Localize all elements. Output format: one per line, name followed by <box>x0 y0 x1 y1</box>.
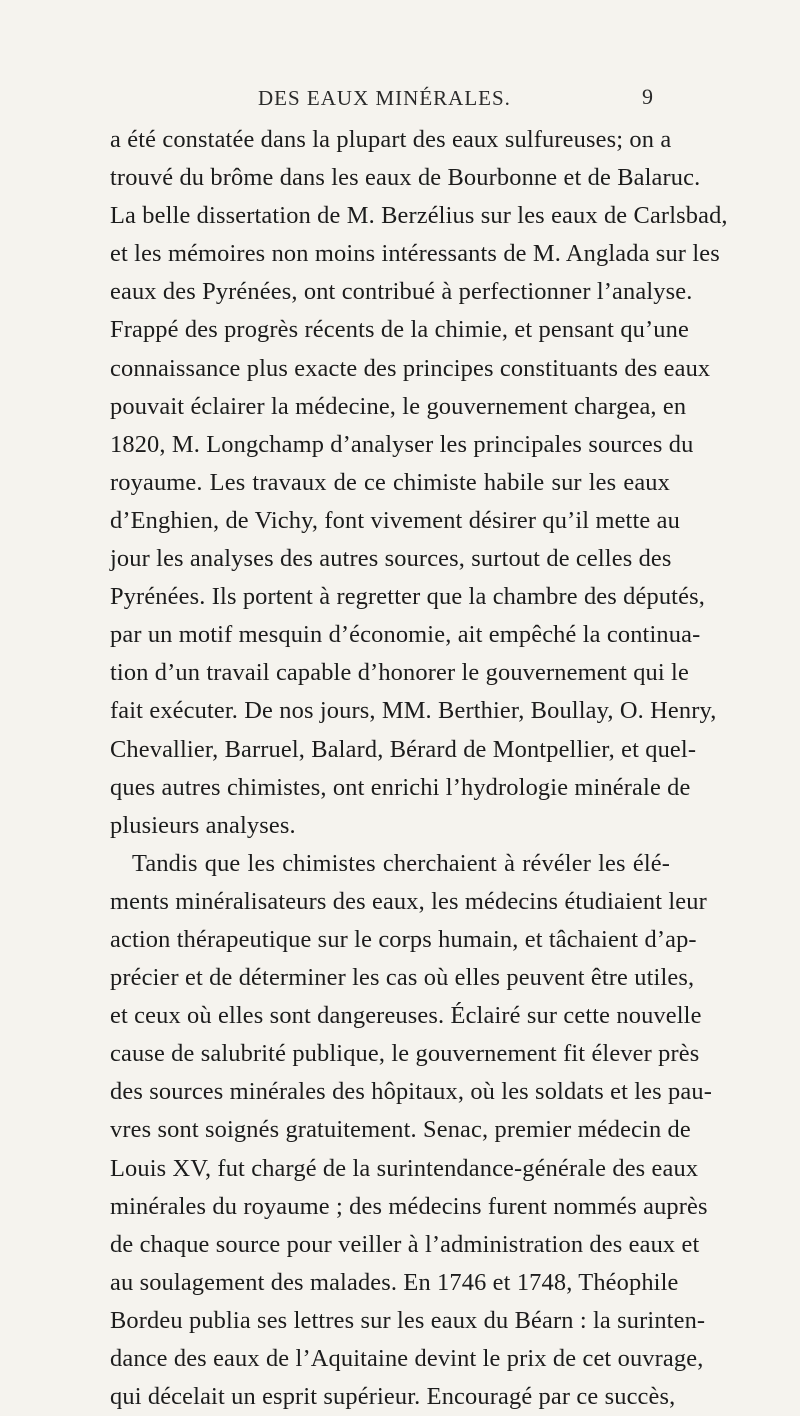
page-number: 9 <box>642 84 653 109</box>
text-line: pouvait éclairer la médecine, le gouvernement chargea, en <box>110 392 687 420</box>
text-line: dance des eaux de l’Aquitaine devint le prix de cet ouvrage, <box>110 1345 704 1372</box>
text-line-paragraph-end: plusieurs analyses. <box>110 811 296 839</box>
text-line: au soulagement des malades. En 1746 et 1748, Théophile <box>110 1268 679 1296</box>
text-line: Louis XV, fut chargé de la surintendance-générale des eaux <box>110 1154 699 1182</box>
text-line: trouvé du brôme dans les eaux de Bourbonne et de Balaruc. <box>110 164 701 192</box>
text-line: par un motif mesquin d’économie, ait empêché la continua- <box>110 621 701 649</box>
text-line: tion d’un travail capable d’honorer le gouvernement qui le <box>110 659 689 687</box>
text-line: d’Enghien, de Vichy, font vivement désirer qu’il mette au <box>110 506 680 534</box>
text-line: fait exécuter. De nos jours, MM. Berthier, Boullay, O. Henry, <box>110 697 717 725</box>
text-line: vres sont soignés gratuitement. Senac, premier médecin de <box>110 1116 691 1144</box>
text-line: et ceux où elles sont dangereuses. Éclairé sur cette nouvelle <box>110 1002 702 1030</box>
text-line: précier et de déterminer les cas où elles peuvent être utiles, <box>110 964 695 992</box>
text-line: Bordeu publia ses lettres sur les eaux du Béarn : la surinten- <box>110 1306 706 1334</box>
text-line: royaume. Les travaux de ce chimiste habile sur les eaux <box>110 468 670 496</box>
running-head: DES EAUX MINÉRALES. <box>258 86 511 110</box>
text-line: 1820, M. Longchamp d’analyser les principales sources du <box>110 430 694 458</box>
text-line: et les mémoires non moins intéressants de M. Anglada sur les <box>110 240 720 268</box>
body-text <box>110 121 728 1416</box>
text-line: ments minéralisateurs des eaux, les médecins étudiaient leur <box>110 887 707 915</box>
text-line: qui décelait un esprit supérieur. Encouragé par ce succès, <box>110 1383 676 1411</box>
text-line: Chevallier, Barruel, Balard, Bérard de Montpellier, et quel- <box>110 735 697 763</box>
text-line: de chaque source pour veiller à l’administration des eaux et <box>110 1230 700 1258</box>
text-line: Pyrénées. Ils portent à regretter que la chambre des députés, <box>110 583 705 611</box>
text-line: a été constatée dans la plupart des eaux sulfureuses; on a <box>110 126 672 153</box>
text-line: La belle dissertation de M. Berzélius sur les eaux de Carlsbad, <box>110 202 728 230</box>
text-line: connaissance plus exacte des principes constituants des eaux <box>110 354 711 382</box>
text-line-paragraph-start: Tandis que les chimistes cherchaient à révéler les élé- <box>132 849 670 877</box>
text-line: jour les analyses des autres sources, surtout de celles des <box>110 545 672 573</box>
text-line: eaux des Pyrénées, ont contribué à perfectionner l’analyse. <box>110 278 693 306</box>
text-line: ques autres chimistes, ont enrichi l’hydrologie minérale de <box>110 773 691 801</box>
text-line: minérales du royaume ; des médecins furent nommés auprès <box>110 1192 708 1220</box>
text-line: cause de salubrité publique, le gouvernement fit élever près <box>110 1040 700 1068</box>
text-line: Frappé des progrès récents de la chimie, et pensant qu’une <box>110 316 689 344</box>
text-line: action thérapeutique sur le corps humain, et tâchaient d’ap- <box>110 925 697 953</box>
text-line: des sources minérales des hôpitaux, où les soldats et les pau- <box>110 1078 712 1106</box>
